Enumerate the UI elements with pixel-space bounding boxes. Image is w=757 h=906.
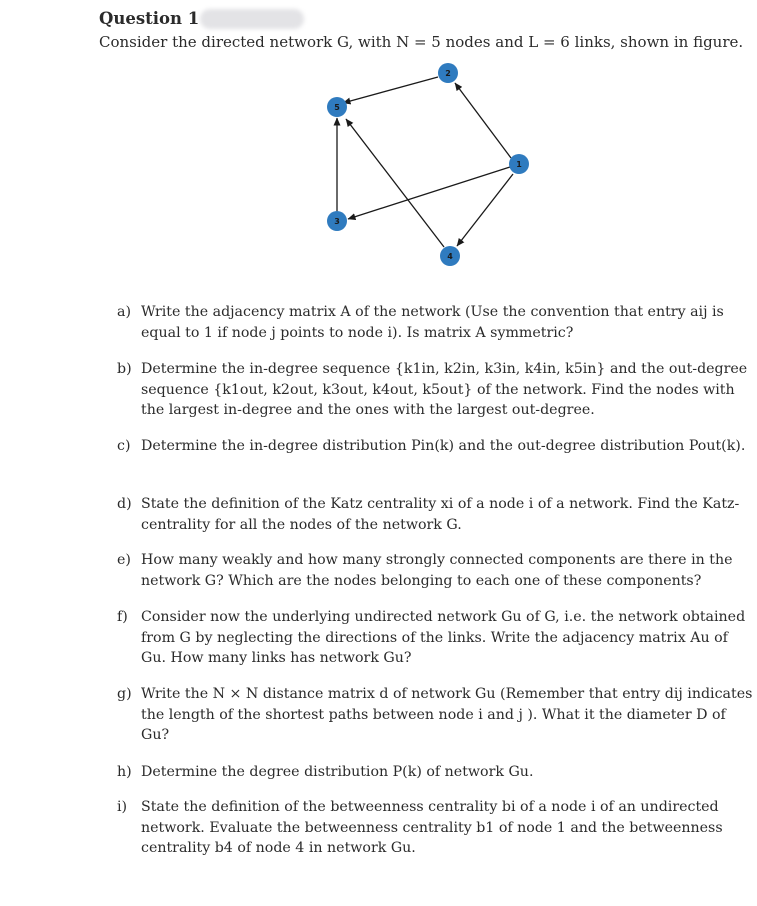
svg-text:2: 2 [445,69,451,78]
item-c: c) Determine the in-degree distribution Pin(k) and the out-degree distribution Pout(k). [117,438,746,454]
edge-1-4 [457,174,513,246]
item-h: h) Determine the degree distribution P(k) of network Gu. [117,764,534,780]
question-title: Question 1 [99,9,200,28]
item-i: i) State the definition of the betweenness centrality bi of a node i of an undirected network. Evaluate the betweenness centrality b1 of node 1 and the betweenness centrality b4 of node 4 in network Gu. [117,799,723,856]
node-5 [327,97,347,117]
item-a: a) Write the adjacency matrix A of the network (Use the convention that entry aij is equal to 1 if node j points to node i). Is matrix A symmetric? [117,304,724,341]
node-3 [327,211,347,231]
svg-text:1: 1 [516,160,522,169]
item-e: e) How many weakly and how many strongly connected components are there in the network G? Which are the nodes belonging to each one of these components? [117,552,733,589]
edge-4-5 [346,119,444,247]
svg-text:4: 4 [447,252,453,261]
redacted-name [200,9,304,29]
edge-1-3 [348,167,510,219]
edge-1-2 [455,83,511,158]
node-4 [440,246,460,266]
item-f: f) Consider now the underlying undirected network Gu of G, i.e. the network obtained from G by neglecting the directions of the links. Write the adjacency matrix Au of Gu. How many links has network Gu? [117,609,746,666]
item-d: d) State the definition of the Katz centrality xi of a node i of a network. Find the Katz-centrality for all the nodes of the network G. [117,496,740,533]
edge-2-5 [343,77,438,103]
svg-text:5: 5 [334,103,340,112]
node-2 [438,63,458,83]
svg-text:3: 3 [334,217,340,226]
item-b: b) Determine the in-degree sequence {k1in, k2in, k3in, k4in, k5in} and the out-degree sequence {k1out, k2out, k3out, k4out, k5out} of the network. Find the nodes with the largest in-degree and the ones with the largest out-degree. [117,361,748,418]
question-intro: Consider the directed network G, with N = 5 nodes and L = 6 links, shown in figure. [99,33,744,51]
network-figure [300,55,560,280]
item-g: g) Write the N × N distance matrix d of network Gu (Remember that entry dij indicates the length of the shortest paths between node i and j ). What it the diameter D of Gu? [117,686,753,743]
node-1 [509,154,529,174]
